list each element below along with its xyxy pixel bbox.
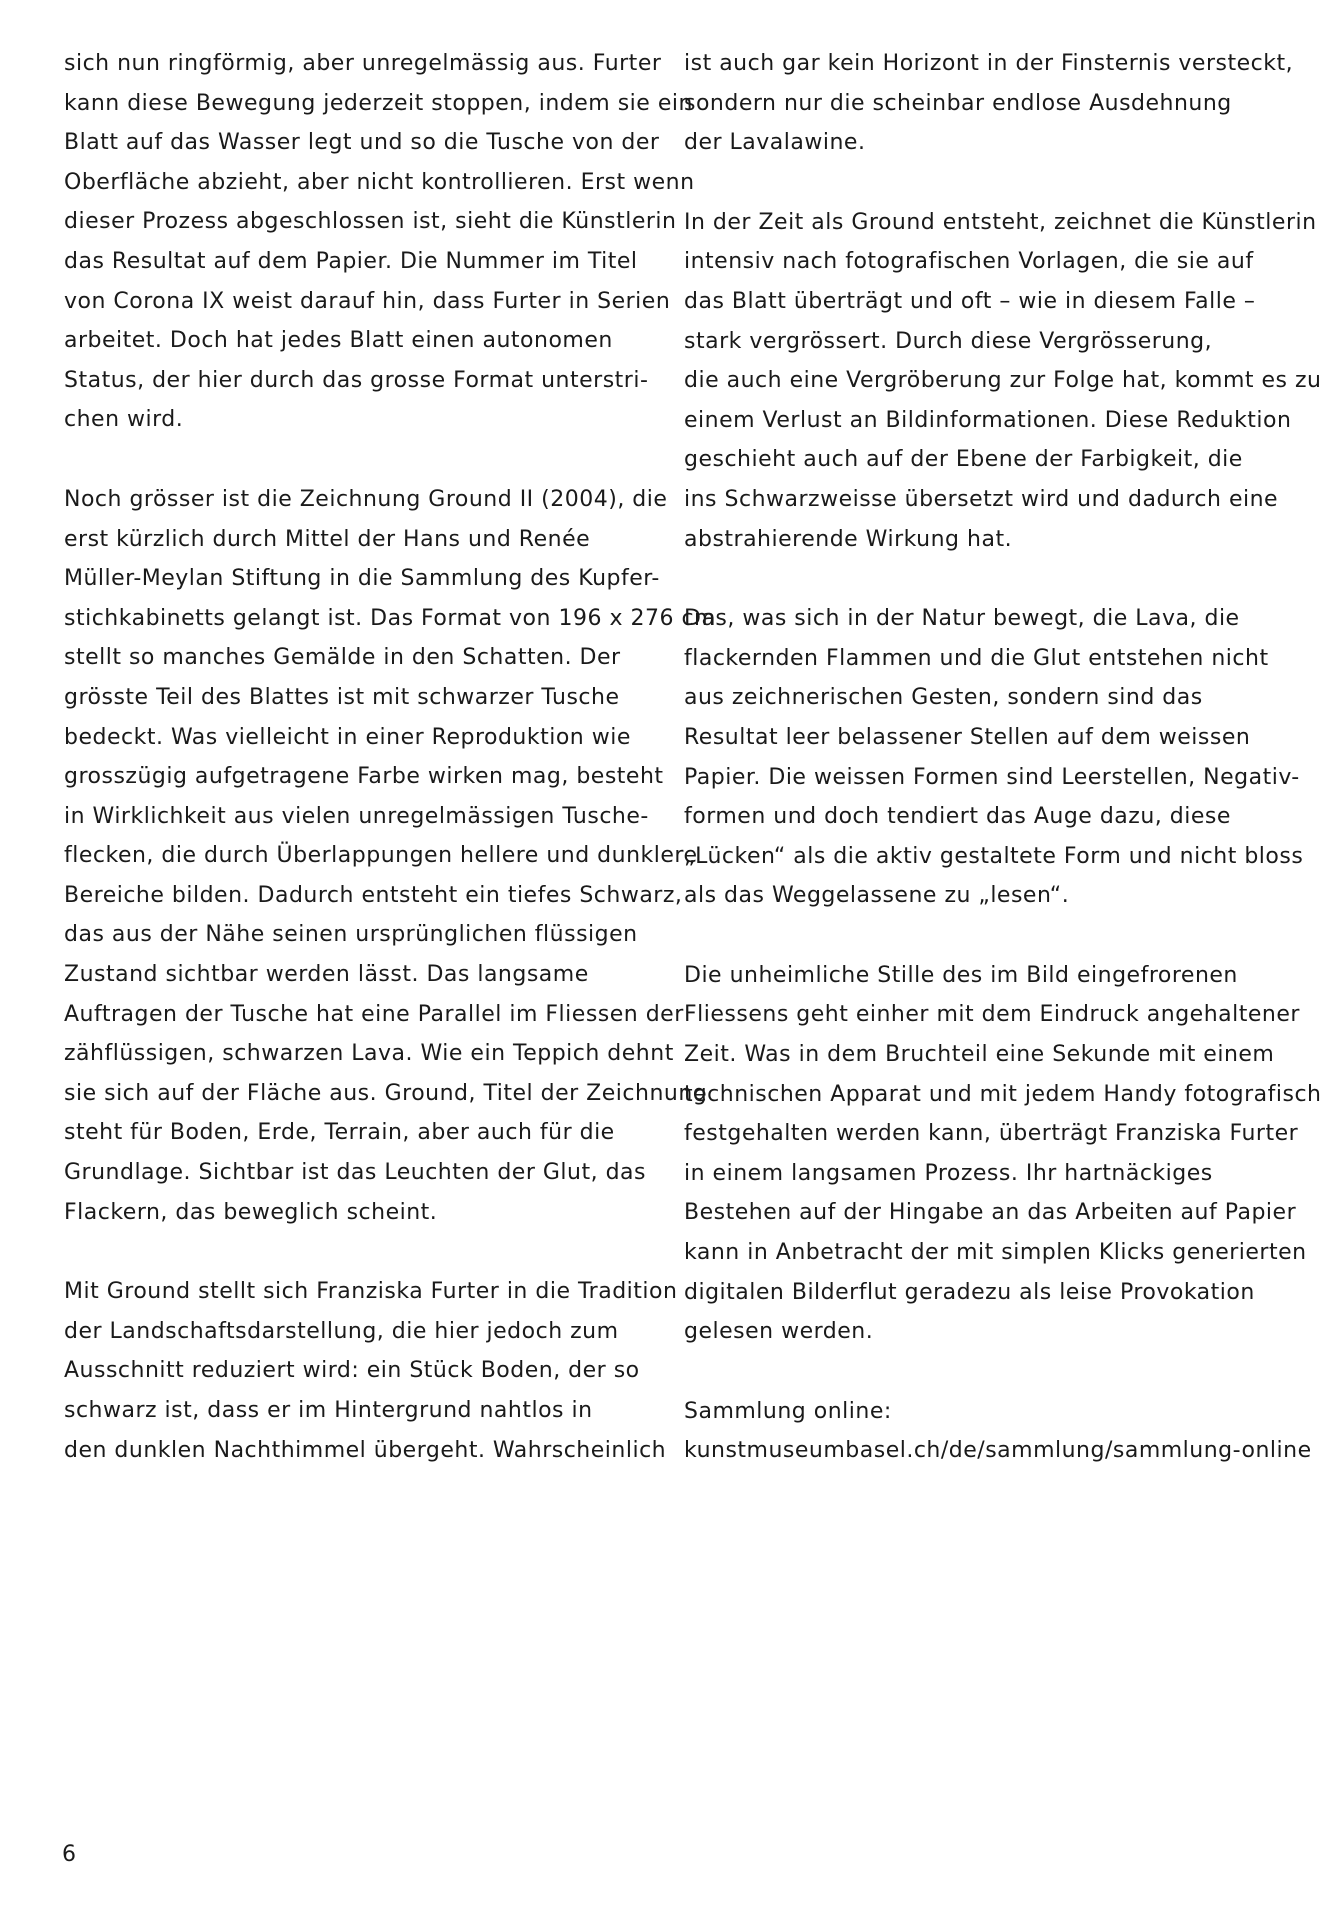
text-line: sie sich auf der Fläche aus. Ground, Titel der Zeichnung	[64, 1080, 708, 1106]
text-line: von Corona IX weist darauf hin, dass Furter in Serien	[64, 288, 671, 314]
page-number: 6	[62, 1842, 76, 1867]
text-line: das Resultat auf dem Papier. Die Nummer im Titel	[64, 248, 638, 274]
text-line: stichkabinetts gelangt ist. Das Format von 196 x 276 cm	[64, 605, 716, 631]
text-line: Auftragen der Tusche hat eine Parallel im Fliessen der	[64, 1001, 684, 1027]
text-line: Müller-Meylan Stiftung in die Sammlung des Kupfer-	[64, 566, 660, 592]
text-line: kann in Anbetracht der mit simplen Klicks generierten	[684, 1240, 1307, 1266]
text-line: bedeckt. Was vielleicht in einer Reproduktion wie	[64, 724, 631, 750]
text-line: dieser Prozess abgeschlossen ist, sieht die Künstlerin	[64, 209, 677, 235]
text-line: Fliessens geht einher mit dem Eindruck angehaltener	[684, 1002, 1300, 1028]
text-line: flecken, die durch Überlappungen hellere und dunklere	[64, 843, 698, 869]
text-line: intensiv nach fotografischen Vorlagen, die sie auf	[684, 249, 1254, 275]
text-line: in einem langsamen Prozess. Ihr hartnäckiges	[684, 1160, 1213, 1186]
text-line: schwarz ist, dass er im Hintergrund nahtlos in	[64, 1398, 593, 1423]
text-line: einem Verlust an Bildinformationen. Diese Reduktion	[684, 407, 1292, 433]
left-text-column	[64, 44, 716, 1510]
text-line: chen wird.	[64, 407, 184, 433]
text-line: der Landschaftsdarstellung, die hier jedoch zum	[64, 1318, 619, 1344]
text-line: „Lücken“ als die aktiv gestaltete Form und nicht bloss	[684, 843, 1304, 869]
text-line: in Wirklichkeit aus vielen unregelmässigen Tusche-	[64, 803, 649, 829]
text-line: Sammlung online:	[684, 1398, 892, 1424]
text-line: Papier. Die weissen Formen sind Leerstellen, Negativ-	[684, 764, 1300, 790]
text-line: als das Weggelassene zu „lesen“.	[684, 883, 1070, 909]
text-line: Flackern, das beweglich scheint.	[64, 1199, 438, 1225]
text-line: Blatt auf das Wasser legt und so die Tusche von der	[64, 130, 660, 156]
paragraph	[684, 1392, 1312, 1471]
text-line: sondern nur die scheinbar endlose Ausdehnung	[684, 90, 1232, 116]
text-line: stellt so manches Gemälde in den Schatten. Der	[64, 645, 621, 671]
text-line: Grundlage. Sichtbar ist das Leuchten der Glut, das	[64, 1160, 646, 1186]
text-line: das Blatt überträgt und oft – wie in diesem Falle –	[684, 288, 1256, 314]
text-line: der Lavalawine.	[684, 130, 866, 156]
text-line: kann diese Bewegung jederzeit stoppen, indem sie ein	[64, 90, 693, 116]
text-line: Resultat leer belassener Stellen auf dem weissen	[684, 724, 1251, 750]
right-text-column	[684, 44, 1322, 1511]
collection-online-link[interactable]: kunstmuseumbasel.ch/de/sammlung/sammlung-online	[684, 1438, 1312, 1464]
paragraph	[684, 956, 1322, 1352]
text-line: sich nun ringförmig, aber unregelmässig aus. Furter	[64, 51, 662, 76]
text-line: Bestehen auf der Hingabe an das Arbeiten auf Papier	[684, 1200, 1297, 1226]
text-line: zähflüssigen, schwarzen Lava. Wie ein Teppich dehnt	[64, 1041, 674, 1067]
text-line: technischen Apparat und mit jedem Handy fotografisch	[684, 1081, 1322, 1107]
paragraph	[684, 203, 1322, 559]
paragraph	[64, 1272, 678, 1470]
text-line: Bereiche bilden. Dadurch entsteht ein tiefes Schwarz,	[64, 882, 683, 908]
paragraph	[684, 44, 1304, 163]
text-line: festgehalten werden kann, überträgt Franziska Furter	[684, 1121, 1299, 1147]
text-line: Oberfläche abzieht, aber nicht kontrollieren. Erst wenn	[64, 169, 695, 195]
text-line: Mit Ground stellt sich Franziska Furter in die Tradition	[64, 1279, 678, 1305]
paragraph	[64, 480, 716, 1232]
text-line: das aus der Nähe seinen ursprünglichen flüssigen	[64, 922, 638, 948]
paragraph	[64, 44, 695, 440]
text-line: formen und doch tendiert das Auge dazu, diese	[684, 804, 1231, 830]
text-line: ist auch gar kein Horizont in der Finsternis versteckt,	[684, 51, 1294, 76]
text-line: erst kürzlich durch Mittel der Hans und Renée	[64, 526, 591, 552]
text-line: flackernden Flammen und die Glut entstehen nicht	[684, 645, 1269, 671]
text-line: die auch eine Vergröberung zur Folge hat, kommt es zu	[684, 368, 1322, 394]
text-line: Die unheimliche Stille des im Bild eingefrorenen	[684, 962, 1238, 988]
text-line: steht für Boden, Erde, Terrain, aber auch für die	[64, 1120, 615, 1146]
text-line: grosszügig aufgetragene Farbe wirken mag, besteht	[64, 764, 664, 790]
text-line: Status, der hier durch das grosse Format unterstri-	[64, 367, 649, 393]
text-line: Noch grösser ist die Zeichnung Ground II (2004), die	[64, 486, 668, 512]
text-line: gelesen werden.	[684, 1319, 874, 1345]
text-line: arbeitet. Doch hat jedes Blatt einen autonomen	[64, 328, 613, 354]
text-line: ins Schwarzweisse übersetzt wird und dadurch eine	[684, 486, 1279, 512]
text-line: Ausschnitt reduziert wird: ein Stück Boden, der so	[64, 1358, 640, 1384]
text-line: stark vergrössert. Durch diese Vergrösserung,	[684, 328, 1213, 354]
text-line: grösste Teil des Blattes ist mit schwarzer Tusche	[64, 684, 620, 710]
paragraph	[684, 599, 1304, 916]
text-line: In der Zeit als Ground entsteht, zeichnet die Künstlerin	[684, 209, 1317, 235]
text-line: geschieht auch auf der Ebene der Farbigkeit, die	[684, 447, 1243, 473]
text-line: digitalen Bilderflut geradezu als leise Provokation	[684, 1279, 1255, 1305]
text-line: Zeit. Was in dem Bruchteil eine Sekunde mit einem	[684, 1042, 1275, 1068]
text-line: Das, was sich in der Natur bewegt, die Lava, die	[684, 606, 1240, 632]
text-line: abstrahierende Wirkung hat.	[684, 526, 1013, 552]
text-line: Zustand sichtbar werden lässt. Das langsame	[64, 962, 589, 988]
text-line: aus zeichnerischen Gesten, sondern sind das	[684, 685, 1203, 711]
text-line: den dunklen Nachthimmel übergeht. Wahrscheinlich	[64, 1437, 667, 1463]
